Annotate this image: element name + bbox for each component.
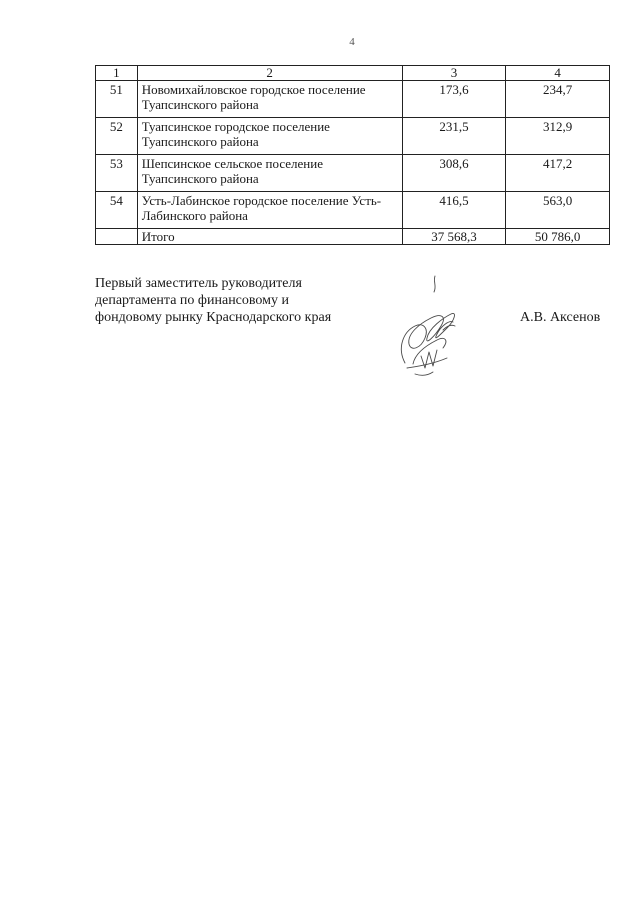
row-value-cell: 417,2 [506, 155, 610, 192]
total-empty-cell [96, 229, 138, 245]
row-number-cell: 52 [96, 118, 138, 155]
page-number: 4 [349, 36, 355, 48]
row-value-cell: 173,6 [402, 81, 506, 118]
table-row [96, 155, 610, 192]
table-row [96, 192, 610, 229]
row-value-cell: 312,9 [506, 118, 610, 155]
row-name-cell: Шепсинское сельское поселение Туапсинского района [137, 155, 402, 192]
row-value-cell: 231,5 [402, 118, 506, 155]
row-name-cell: Новомихайловское городское поселение Туапсинского района [137, 81, 402, 118]
row-value-cell: 234,7 [506, 81, 610, 118]
total-value-cell: 37 568,3 [402, 229, 506, 245]
header-cell: 1 [96, 66, 138, 81]
row-value-cell: 563,0 [506, 192, 610, 229]
header-cell: 2 [137, 66, 402, 81]
row-name-cell: Туапсинское городское поселение Туапсинского района [137, 118, 402, 155]
header-cell: 4 [506, 66, 610, 81]
signer-name: А.В. Аксенов [520, 310, 601, 325]
total-label-cell: Итого [137, 229, 402, 245]
row-value-cell: 416,5 [402, 192, 506, 229]
total-value-cell: 50 786,0 [506, 229, 610, 245]
handwritten-signature-icon [385, 268, 465, 383]
data-table [95, 65, 610, 245]
signatory-position [95, 275, 331, 326]
row-number-cell: 51 [96, 81, 138, 118]
table-row [96, 118, 610, 155]
row-number-cell: 54 [96, 192, 138, 229]
table-total-row [96, 229, 610, 245]
row-value-cell: 308,6 [402, 155, 506, 192]
header-cell: 3 [402, 66, 506, 81]
position-line: Первый заместитель руководителя [95, 276, 302, 291]
position-line: департамента по финансовому и [95, 293, 289, 308]
position-line: фондовому рынку Краснодарского края [95, 310, 332, 325]
table-row [96, 81, 610, 118]
row-name-cell: Усть-Лабинское городское поселение Усть-Лабинского района [137, 192, 402, 229]
row-number-cell: 53 [96, 155, 138, 192]
table-header-row [96, 66, 610, 81]
